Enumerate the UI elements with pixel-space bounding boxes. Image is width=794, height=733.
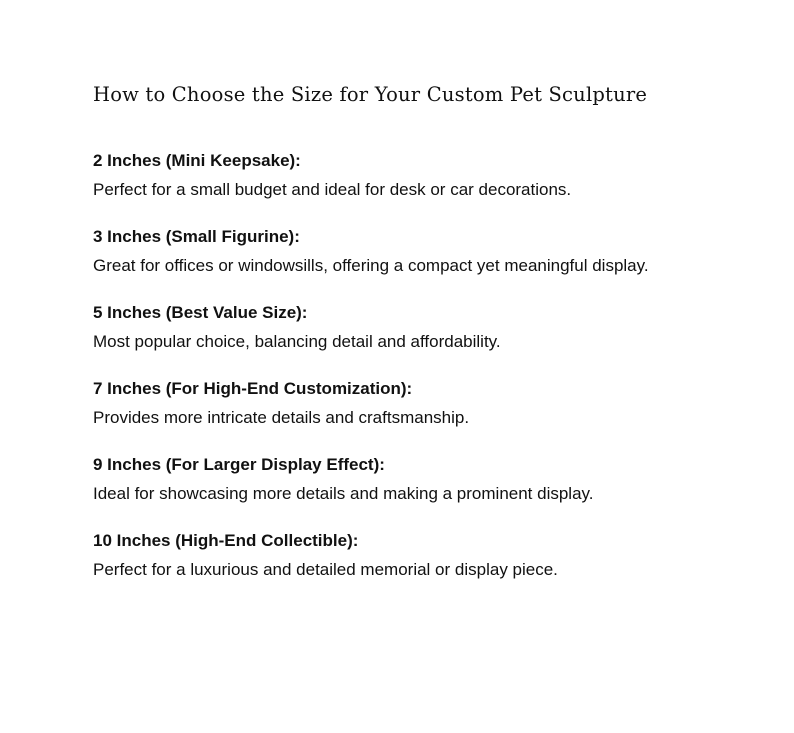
size-option-9-inches	[93, 450, 773, 526]
size-option-heading: 7 Inches (For High-End Customization):	[93, 379, 413, 398]
size-option-description: Perfect for a luxurious and detailed memorial or display piece.	[93, 560, 558, 579]
size-option-heading: 2 Inches (Mini Keepsake):	[93, 151, 301, 170]
size-option-description: Most popular choice, balancing detail and affordability.	[93, 332, 501, 351]
size-options-list	[93, 146, 773, 602]
size-option-heading: 10 Inches (High-End Collectible):	[93, 531, 359, 550]
size-option-3-inches	[93, 222, 773, 298]
size-option-2-inches	[93, 146, 773, 222]
size-option-description: Perfect for a small budget and ideal for desk or car decorations.	[93, 180, 572, 199]
size-option-description: Great for offices or windowsills, offering a compact yet meaningful display.	[93, 256, 649, 275]
size-option-10-inches	[93, 526, 773, 602]
size-option-heading: 3 Inches (Small Figurine):	[93, 227, 300, 246]
page-title: How to Choose the Size for Your Custom Pet Sculpture	[93, 83, 648, 106]
size-option-description: Provides more intricate details and craftsmanship.	[93, 408, 470, 427]
size-option-5-inches	[93, 298, 773, 374]
size-option-7-inches	[93, 374, 773, 450]
size-option-description: Ideal for showcasing more details and making a prominent display.	[93, 484, 594, 503]
size-option-heading: 5 Inches (Best Value Size):	[93, 303, 308, 322]
size-option-heading: 9 Inches (For Larger Display Effect):	[93, 455, 385, 474]
